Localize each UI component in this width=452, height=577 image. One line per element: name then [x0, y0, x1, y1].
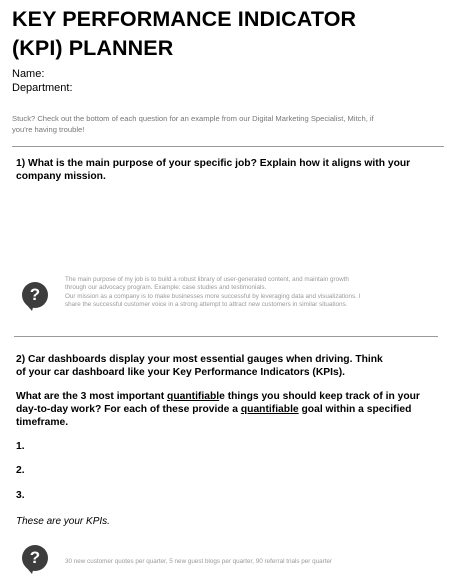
- help-note: [12, 113, 432, 135]
- kpi-item-1: 1.: [16, 441, 25, 452]
- question-1: [16, 157, 446, 183]
- help-note-line-1: Stuck? Check out the bottom of each question for an example from our Digital Marketing Specialist, Mitch, if: [12, 114, 374, 123]
- question-bubble-icon: [22, 282, 48, 308]
- title-line-2: (KPI) PLANNER: [12, 36, 174, 60]
- question-2-prompt-line-2: day-to-day work? For each of these provide a quantifiable goal within a specified: [16, 404, 412, 415]
- help-note-line-2: you're having trouble!: [12, 125, 85, 134]
- divider-top: [12, 146, 444, 147]
- bubble-tail: [26, 304, 34, 311]
- name-label: Name:: [12, 68, 45, 80]
- example-1-line-4: share the successful customer voice in a strong attempt to attract new customers in similar situations.: [65, 301, 348, 309]
- example-1-line-3: Our mission as a company is to make businesses more successful by leveraging data and visualizations. I: [65, 292, 361, 300]
- question-1-line-2: company mission.: [16, 171, 106, 182]
- question-2-prompt: [16, 390, 446, 429]
- question-2-prompt-line-1: What are the 3 most important quantifiable things you should keep track of in your: [16, 391, 420, 402]
- example-answer-1: [65, 276, 435, 310]
- document-title: [12, 5, 442, 63]
- question-1-line-1: 1) What is the main purpose of your specific job? Explain how it aligns with your: [16, 158, 411, 169]
- kpi-item-2: 2.: [16, 465, 25, 476]
- question-2-line-2: of your car dashboard like your Key Performance Indicators (KPIs).: [16, 367, 346, 378]
- question-mark-icon: ?: [22, 545, 48, 571]
- question-bubble-icon-2: [22, 545, 48, 571]
- question-2-prompt-line-3: timeframe.: [16, 417, 69, 428]
- divider-middle: [14, 336, 438, 337]
- question-mark-icon: ?: [22, 282, 48, 308]
- kpi-item-3: 3.: [16, 490, 25, 501]
- bubble-tail: [26, 567, 34, 574]
- question-2: [16, 353, 446, 379]
- question-2-line-1: 2) Car dashboards display your most essential gauges when driving. Think: [16, 354, 383, 365]
- example-1-line-1: The main purpose of my job is to build a robust library of user-generated content, and maintain growth: [65, 276, 349, 283]
- example-answer-2: 30 new customer quotes per quarter, 5 new guest blogs per quarter, 90 referral trials per quarter: [65, 558, 333, 565]
- kpi-note: These are your KPIs.: [16, 516, 110, 527]
- department-label: Department:: [12, 82, 73, 94]
- title-line-1: KEY PERFORMANCE INDICATOR: [12, 7, 357, 31]
- example-1-line-2: through our advocacy program. Example: case studies and testimonials.: [65, 284, 267, 292]
